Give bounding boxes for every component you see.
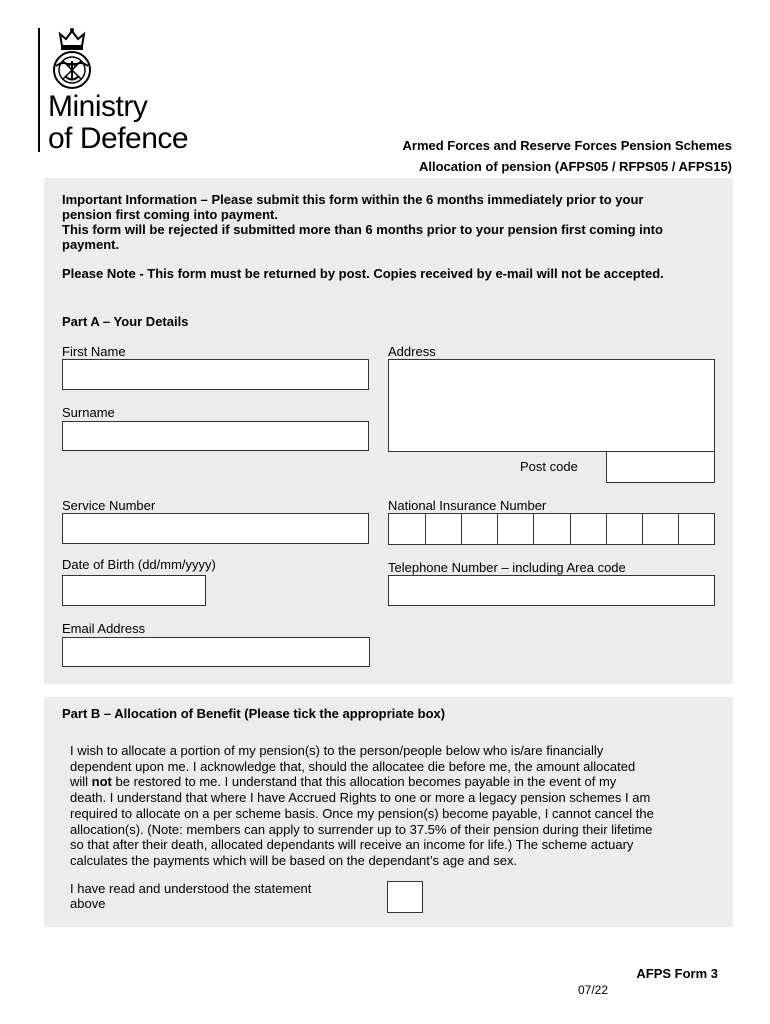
- service-number-field[interactable]: [62, 513, 369, 544]
- form-subtitle: Allocation of pension (AFPS05 / RFPS05 / AFPS15): [418, 159, 732, 174]
- statement-text: be restored to me. I understand that this allocation becomes payable in the event of my: [111, 774, 617, 790]
- statement-line: death. I understand that where I have Accrued Rights to one or more a legacy pension schemes I am: [70, 790, 651, 806]
- statement-line: I wish to allocate a portion of my pension(s) to the person/people below who is/are financially: [70, 743, 604, 758]
- telephone-label: Telephone Number – including Area code: [388, 560, 626, 575]
- ni-cell-divider: [425, 514, 426, 544]
- statement-line: [70, 774, 720, 790]
- confirm-label-line-1: I have read and understood the statement: [70, 881, 312, 896]
- part-b-heading: Part B – Allocation of Benefit (Please tick the appropriate box): [62, 706, 446, 721]
- notice-line-2: pension first coming into payment.: [62, 207, 278, 222]
- address-field[interactable]: [388, 359, 715, 452]
- ni-cell-divider: [606, 514, 607, 544]
- form-reference: AFPS Form 3: [636, 966, 718, 981]
- ni-number-label: National Insurance Number: [388, 498, 547, 513]
- address-label: Address: [388, 344, 436, 359]
- confirm-checkbox[interactable]: [387, 881, 423, 913]
- first-name-label: First Name: [62, 344, 126, 359]
- statement-line: so that after their death, allocated dependants will receive an income for life.) The scheme actuary: [70, 837, 634, 853]
- confirm-label-line-2: above: [70, 896, 106, 911]
- statement-text: will: [70, 774, 92, 790]
- statement-line: dependent upon me. I acknowledge that, should the allocatee die before me, the amount allocated: [70, 758, 636, 774]
- statement-line: calculates the payments which will be based on the dependant’s age and sex.: [70, 852, 518, 868]
- ni-cell-divider: [497, 514, 498, 544]
- postcode-field[interactable]: [606, 451, 715, 483]
- dob-field[interactable]: [62, 575, 206, 606]
- surname-label: Surname: [62, 405, 115, 420]
- email-field[interactable]: [62, 637, 370, 667]
- mod-crest-icon: [48, 26, 96, 92]
- statement-emphasis: not: [91, 774, 112, 790]
- service-number-label: Service Number: [62, 498, 156, 513]
- email-label: Email Address: [62, 621, 146, 636]
- logo-text-ministry: Ministry: [48, 90, 148, 123]
- form-version-date: 07/22: [578, 983, 609, 997]
- telephone-field[interactable]: [388, 575, 715, 606]
- ni-cell-divider: [678, 514, 679, 544]
- ni-cell-divider: [533, 514, 534, 544]
- notice-line-1: Important Information – Please submit this form within the 6 months immediately prior to your: [62, 192, 644, 207]
- part-a-heading: Part A – Your Details: [62, 314, 189, 329]
- postcode-label: Post code: [520, 459, 578, 474]
- ni-number-field[interactable]: [388, 513, 715, 545]
- logo-divider: [38, 28, 40, 152]
- logo-text-defence: of Defence: [48, 122, 189, 155]
- statement-line: allocation(s). (Note: members can apply to surrender up to 37.5% of their pension during their lifetime: [70, 821, 653, 837]
- statement-line: required to allocate on a per scheme basis. Once my pension(s) become payable, I cannot cancel the: [70, 805, 654, 821]
- first-name-field[interactable]: [62, 359, 369, 390]
- notice-line-3: This form will be rejected if submitted more than 6 months prior to your pension first coming into: [62, 222, 663, 237]
- notice-line-4: payment.: [62, 237, 120, 252]
- dob-label: Date of Birth (dd/mm/yyyy): [62, 557, 216, 572]
- ni-cell-divider: [570, 514, 571, 544]
- post-only-note: Please Note - This form must be returned by post. Copies received by e-mail will not be accepted.: [62, 266, 664, 281]
- surname-field[interactable]: [62, 421, 369, 451]
- ni-cell-divider: [642, 514, 643, 544]
- form-scheme-title: Armed Forces and Reserve Forces Pension Schemes: [402, 138, 732, 153]
- allocation-statement: [70, 743, 720, 869]
- ni-cell-divider: [461, 514, 462, 544]
